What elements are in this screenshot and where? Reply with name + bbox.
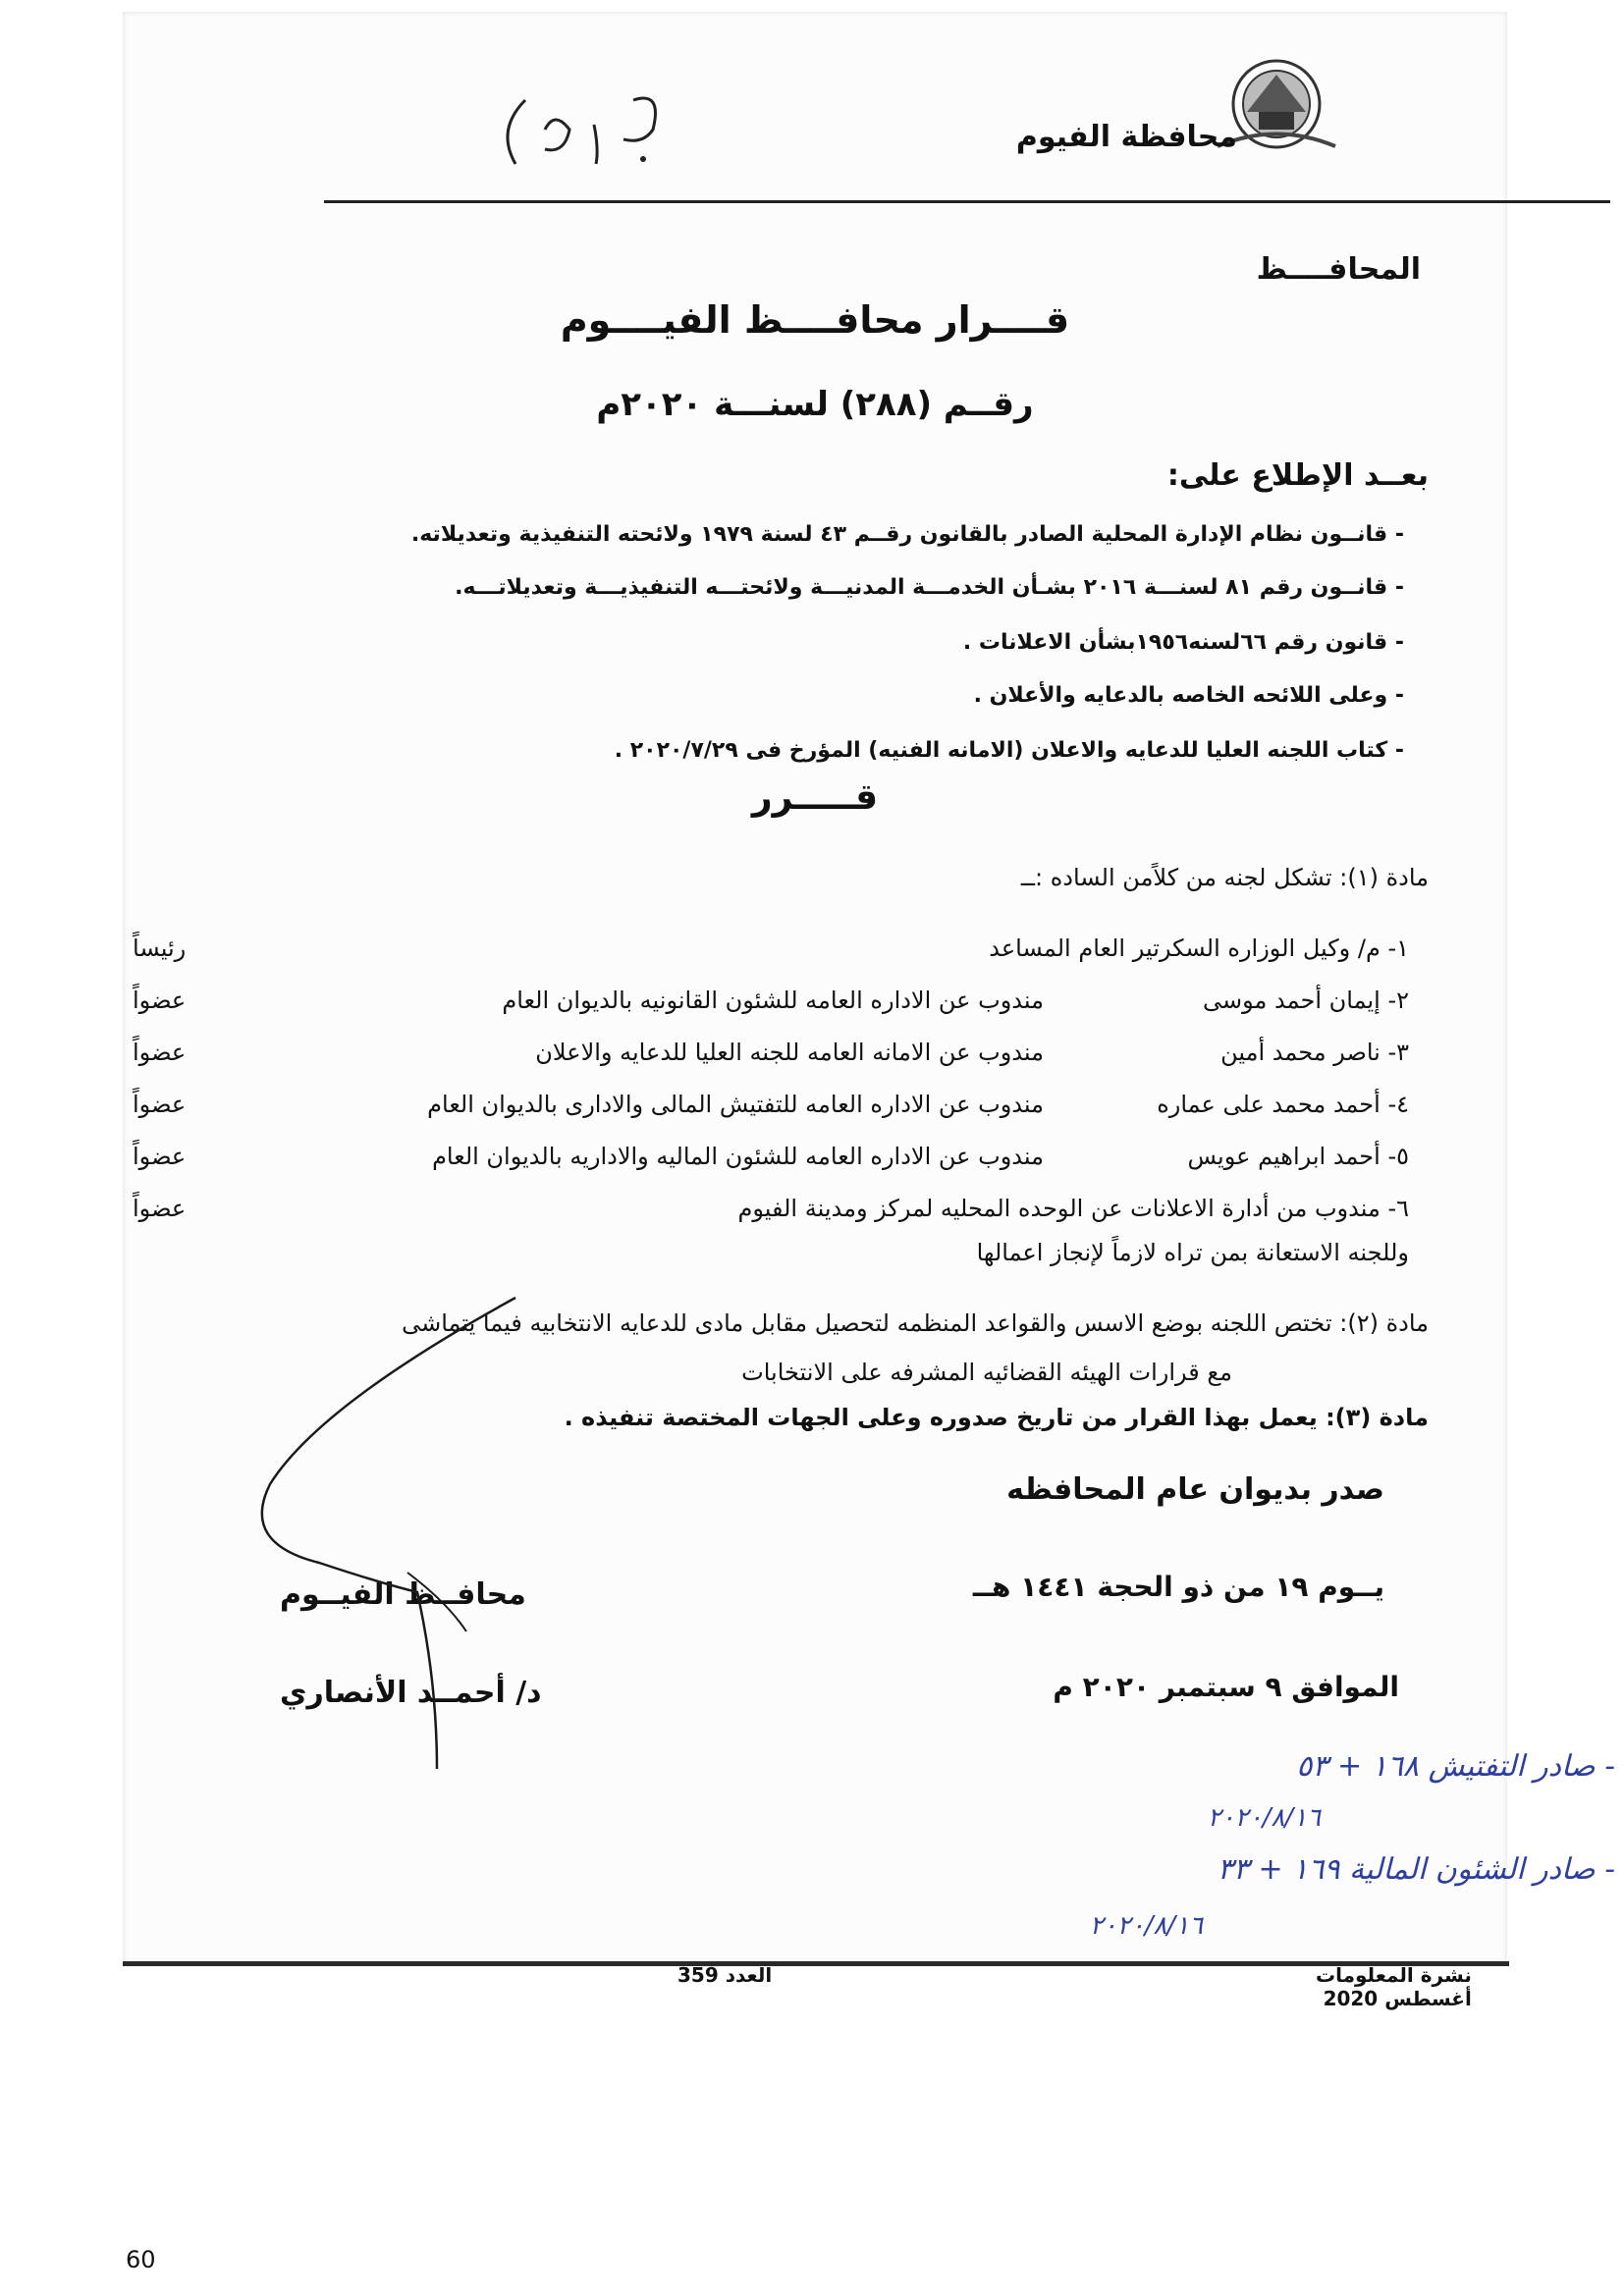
decree-title: قــــرار محافــــظ الفيــــوم [560, 298, 1070, 342]
member-name: ٤- أحمد محمد على عماره [1157, 1091, 1409, 1118]
governorate-name: محافظة الفيوم [1015, 120, 1237, 154]
issued-at: صدر بديوان عام المحافظه [1006, 1472, 1384, 1507]
handwritten-note: - صادر الشئون المالية ١٦٩ + ٣٣ [1217, 1852, 1615, 1887]
member-name: ١- م/ وكيل الوزاره السكرتير العام المساعد [989, 934, 1409, 962]
committee-extra: وللجنه الاستعانة بمن تراه لازماً لإنجاز اعمالها [976, 1239, 1409, 1266]
premise-item: - وعلى اللائحه الخاصه بالدعايه والأعلان . [973, 683, 1404, 708]
member-row [133, 1091, 1409, 1130]
article-3: مادة (٣): يعمل بهذا القرار من تاريخ صدوره وعلى الجهات المختصة تنفيذه . [564, 1404, 1429, 1431]
footer-issue: العدد 359 [677, 1963, 773, 1987]
member-row [133, 934, 1409, 974]
decree-number: رقــم (٢٨٨) لسنـــة ٢٠٢٠م [596, 385, 1034, 424]
after-review-heading: بعــد الإطلاع على: [1166, 458, 1429, 493]
member-row [133, 1143, 1409, 1182]
article-1-intro: مادة (١): تشكل لجنه من كلاًمن الساده :ــ [1020, 864, 1429, 891]
member-desc: مندوب عن الاداره العامه للشئون الماليه والاداريه بالديوان العام [432, 1143, 1044, 1170]
footer-month: أغسطس 2020 [1323, 1987, 1472, 2010]
office-label: المحافــــظ [1256, 252, 1421, 287]
premise-item: - قانون رقم ٦٦لسنه١٩٥٦بشأن الاعلانات . [962, 630, 1404, 655]
scanned-document [123, 12, 1615, 1963]
member-role: رئيساً [133, 934, 187, 962]
page-number: 60 [126, 2246, 156, 2273]
signer-title: محافــظ الفيــوم [280, 1577, 526, 1612]
member-desc: مندوب عن الاداره العامه للشئون القانونيه بالديوان العام [502, 987, 1044, 1014]
member-name: ٦- مندوب من أدارة الاعلانات عن الوحده المحليه لمركز ومدينة الفيوم [737, 1195, 1409, 1222]
member-role: عضواً [133, 1091, 187, 1118]
premise-item: - قانــون رقم ٨١ لسنـــة ٢٠١٦ بشـأن الخدمـــة المدنيـــة ولائحتـــه التنفيذيـــة وتعديلاتـــه. [455, 575, 1404, 600]
handwritten-top-mark-svg [486, 71, 702, 179]
member-desc: مندوب عن الاداره العامه للتفتيش المالى والادارى بالديوان العام [427, 1091, 1044, 1118]
member-row [133, 1039, 1409, 1078]
premise-item: - كتاب اللجنه العليا للدعايه والاعلان (الامانه الفنيه) المؤرخ فى ٢٠٢٠/٧/٢٩ . [614, 738, 1404, 763]
signer-name: د/ أحمــد الأنصاري [280, 1676, 542, 1710]
member-role: عضواً [133, 987, 187, 1014]
member-name: ٢- إيمان أحمد موسى [1203, 987, 1409, 1014]
premise-item: - قانــون نظام الإدارة المحلية الصادر بالقانون رقــم ٤٣ لسنة ١٩٧٩ ولائحته التنفيذية وتعديلاته. [410, 522, 1404, 547]
article-2-line2: مع قرارات الهيئه القضائيه المشرفه على الانتخابات [741, 1359, 1232, 1386]
article-2-line1: مادة (٢): تختص اللجنه بوضع الاسس والقواعد المنظمه لتحصيل مقابل مادى للدعايه الانتخابيه فيما يتماشى [402, 1309, 1429, 1337]
member-role: عضواً [133, 1039, 187, 1066]
handwritten-top-mark [486, 71, 702, 183]
header-divider [324, 200, 1610, 203]
handwritten-note: - صادر التفتيش ١٦٨ + ٥٣ [1296, 1749, 1615, 1784]
member-name: ٥- أحمد ابراهيم عويس [1187, 1143, 1409, 1170]
member-role: عضواً [133, 1195, 187, 1222]
member-name: ٣- ناصر محمد أمين [1220, 1039, 1409, 1066]
member-role: عضواً [133, 1143, 187, 1170]
member-desc: مندوب عن الامانه العامه للجنه العليا للدعايه والاعلان [535, 1039, 1044, 1066]
handwritten-note: ٢٠٢٠/٨/١٦ [1089, 1911, 1203, 1941]
decided-heading: قـــــرر [751, 777, 879, 818]
footer-bulletin-name: نشرة المعلومات [1316, 1963, 1472, 1987]
member-row [133, 1195, 1409, 1234]
footer-bulletin [1316, 1963, 1472, 2010]
hijri-date: يــوم ١٩ من ذو الحجة ١٤٤١ هــ [972, 1571, 1384, 1603]
scan-bottom-edge [123, 1961, 1509, 1966]
handwritten-note: ٢٠٢٠/٨/١٦ [1207, 1803, 1321, 1833]
gregorian-date: الموافق ٩ سبتمبر ٢٠٢٠ م [1053, 1671, 1399, 1703]
member-row [133, 987, 1409, 1026]
